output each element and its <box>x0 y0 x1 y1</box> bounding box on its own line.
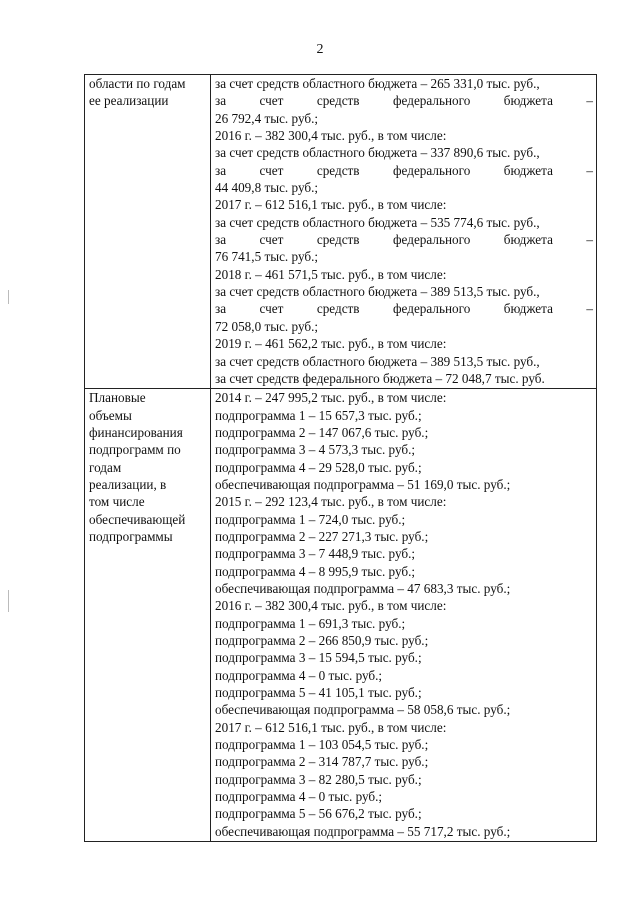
word: федерального <box>393 301 471 317</box>
word: за <box>215 162 227 178</box>
label-line: обеспечивающей <box>89 511 186 527</box>
word: счет <box>259 301 284 317</box>
justified-line <box>215 162 593 179</box>
word: средств <box>316 162 360 178</box>
word: – <box>586 232 593 248</box>
text-line: подпрограмма 1 – 103 054,5 тыс. руб.; <box>215 737 429 753</box>
text-line: 2016 г. – 382 300,4 тыс. руб., в том числе: <box>215 598 447 614</box>
label-line: Плановые <box>89 390 146 406</box>
word: – <box>586 301 593 317</box>
text-line: за счет средств областного бюджета – 389 513,5 тыс. руб., <box>215 353 540 369</box>
text-line: 2015 г. – 292 123,4 тыс. руб., в том числе: <box>215 494 447 510</box>
text-line: 2016 г. – 382 300,4 тыс. руб., в том числе: <box>215 128 447 144</box>
financing-table <box>84 74 597 842</box>
word: федерального <box>393 232 471 248</box>
text-line: 26 792,4 тыс. руб.; <box>215 110 319 126</box>
text-line: за счет средств областного бюджета – 535 774,6 тыс. руб., <box>215 214 540 230</box>
label-line: том числе <box>89 494 145 510</box>
text-line: подпрограмма 5 – 41 105,1 тыс. руб.; <box>215 685 422 701</box>
word: счет <box>259 93 284 109</box>
table-row <box>85 75 597 389</box>
justified-line <box>215 231 593 248</box>
label-line: области по годам <box>89 76 186 91</box>
text-line: подпрограмма 1 – 724,0 тыс. руб.; <box>215 511 406 527</box>
text-line: подпрограмма 3 – 7 448,9 тыс. руб.; <box>215 546 416 562</box>
text-line: 2017 г. – 612 516,1 тыс. руб., в том числе: <box>215 719 447 735</box>
text-line: за счет средств областного бюджета – 337 890,6 тыс. руб., <box>215 145 540 161</box>
scan-artifact <box>8 590 9 612</box>
text-line: 76 741,5 тыс. руб.; <box>215 249 319 265</box>
text-line: подпрограмма 4 – 29 528,0 тыс. руб.; <box>215 459 422 475</box>
word: средств <box>316 93 360 109</box>
text-line: 72 058,0 тыс. руб.; <box>215 318 319 334</box>
content-cell <box>211 75 597 389</box>
text-line: 2017 г. – 612 516,1 тыс. руб., в том числе: <box>215 197 447 213</box>
text-line: за счет средств областного бюджета – 265 331,0 тыс. руб., <box>215 76 540 91</box>
text-line: обеспечивающая подпрограмма – 55 717,2 тыс. руб.; <box>215 823 511 839</box>
label-cell <box>85 75 211 389</box>
text-line: 2019 г. – 461 562,2 тыс. руб., в том числе: <box>215 336 447 352</box>
label-line: реализации, в <box>89 476 167 492</box>
text-line: подпрограмма 4 – 0 тыс. руб.; <box>215 667 383 683</box>
label-line: годам <box>89 459 122 475</box>
text-line: 2018 г. – 461 571,5 тыс. руб., в том числе: <box>215 266 447 282</box>
text-line: подпрограмма 2 – 227 271,3 тыс. руб.; <box>215 528 429 544</box>
word: средств <box>316 232 360 248</box>
text-line: обеспечивающая подпрограмма – 47 683,3 тыс. руб.; <box>215 580 511 596</box>
word: за <box>215 232 227 248</box>
word: бюджета <box>503 301 553 317</box>
text-line: за счет средств областного бюджета – 389 513,5 тыс. руб., <box>215 284 540 300</box>
word: бюджета <box>503 162 553 178</box>
text-line: 44 409,8 тыс. руб.; <box>215 180 319 196</box>
text-line: обеспечивающая подпрограмма – 58 058,6 тыс. руб.; <box>215 702 511 718</box>
text-line: подпрограмма 5 – 56 676,2 тыс. руб.; <box>215 806 422 822</box>
text-line: подпрограмма 3 – 15 594,5 тыс. руб.; <box>215 650 422 666</box>
word: счет <box>259 232 284 248</box>
label-line: подпрограммы <box>89 528 173 544</box>
text-line: подпрограмма 2 – 147 067,6 тыс. руб.; <box>215 424 429 440</box>
content-cell <box>211 389 597 842</box>
label-line: финансирования <box>89 424 183 440</box>
label-line: объемы <box>89 407 132 423</box>
label-cell <box>85 389 211 842</box>
word: счет <box>259 162 284 178</box>
word: федерального <box>393 93 471 109</box>
text-line: подпрограмма 4 – 8 995,9 тыс. руб.; <box>215 563 416 579</box>
word: – <box>586 162 593 178</box>
label-line: подпрограмм по <box>89 442 181 458</box>
word: бюджета <box>503 93 553 109</box>
text-line: подпрограмма 2 – 314 787,7 тыс. руб.; <box>215 754 429 770</box>
text-line: подпрограмма 3 – 82 280,5 тыс. руб.; <box>215 771 422 787</box>
text-line: обеспечивающая подпрограмма – 51 169,0 тыс. руб.; <box>215 476 511 492</box>
justified-line <box>215 300 593 317</box>
table-row <box>85 389 597 842</box>
text-line: за счет средств федерального бюджета – 72 048,7 тыс. руб. <box>215 370 545 386</box>
word: за <box>215 93 227 109</box>
word: бюджета <box>503 232 553 248</box>
text-line: 2014 г. – 247 995,2 тыс. руб., в том числе: <box>215 390 447 406</box>
text-line: подпрограмма 4 – 0 тыс. руб.; <box>215 789 383 805</box>
text-line: подпрограмма 2 – 266 850,9 тыс. руб.; <box>215 633 429 648</box>
word: за <box>215 301 227 317</box>
word: – <box>586 93 593 109</box>
page-number: 2 <box>316 42 324 57</box>
scan-artifact <box>8 290 9 304</box>
word: федерального <box>393 162 471 178</box>
label-line: ее реализации <box>89 93 169 109</box>
text-line: подпрограмма 1 – 691,3 тыс. руб.; <box>215 615 406 631</box>
text-line: подпрограмма 3 – 4 573,3 тыс. руб.; <box>215 442 416 458</box>
text-line: подпрограмма 1 – 15 657,3 тыс. руб.; <box>215 407 422 423</box>
justified-line <box>215 92 593 109</box>
word: средств <box>316 301 360 317</box>
